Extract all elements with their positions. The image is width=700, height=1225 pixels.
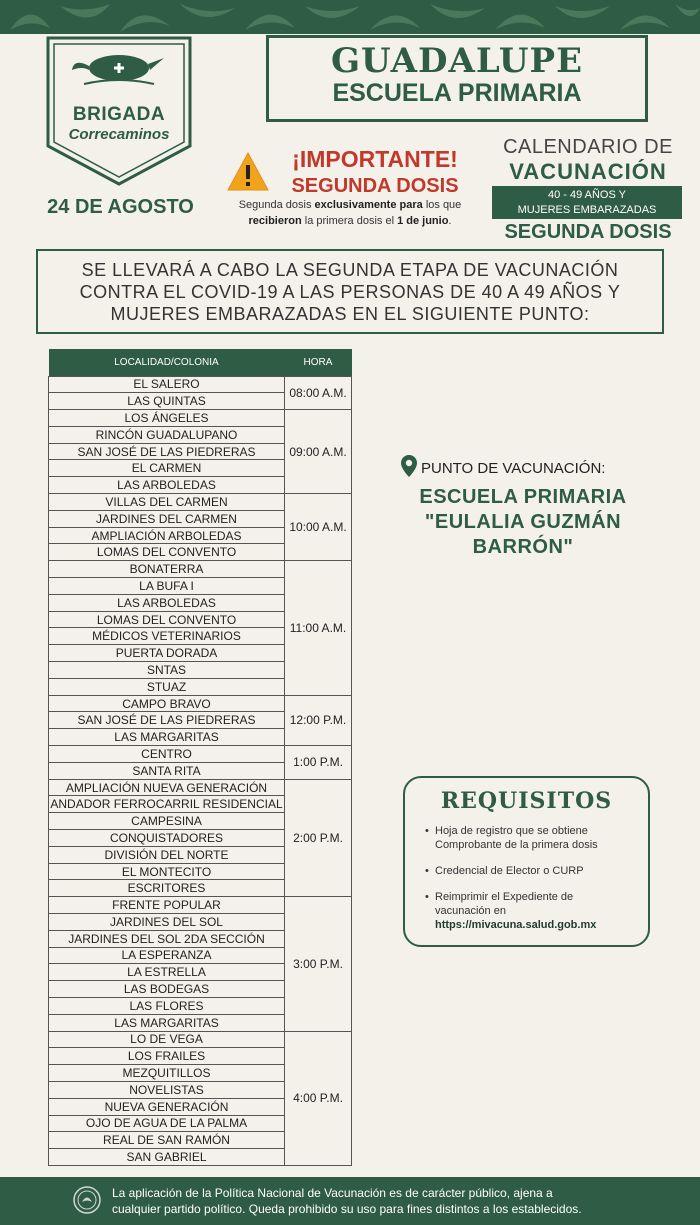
locality-cell: NUEVA GENERACIÓN	[49, 1098, 285, 1115]
locality-cell: STUAZ	[49, 678, 285, 695]
locality-cell: SAN JOSÉ DE LAS PIEDRERAS	[49, 712, 285, 729]
locality-cell: SANTA RITA	[49, 762, 285, 779]
locality-cell: EL CARMEN	[49, 460, 285, 477]
locality-cell: EL MONTECITO	[49, 863, 285, 880]
footer-line: cualquier partido político. Queda prohibido su uso para fines distintos a los establecidos.	[112, 1202, 582, 1216]
calendar-line-1: CALENDARIO DE	[503, 136, 673, 158]
locality-cell: LAS BODEGAS	[49, 981, 285, 998]
time-cell: 09:00 A.M.	[285, 410, 352, 494]
important-subtitle: SEGUNDA DOSIS	[291, 175, 459, 197]
requirements-title: REQUISITOS	[440, 788, 613, 814]
time-cell: 2:00 P.M.	[285, 779, 352, 897]
locality-cell: LA ESPERANZA	[49, 947, 285, 964]
location-line: "EULALIA GUZMÁN	[424, 511, 622, 533]
locality-cell: OJO DE AGUA DE LA PALMA	[49, 1115, 285, 1132]
locality-cell: LO DE VEGA	[49, 1031, 285, 1048]
requirements-box	[403, 776, 650, 947]
table-row	[49, 410, 352, 427]
locality-cell: EL SALERO	[49, 376, 285, 393]
locality-cell: SAN JOSÉ DE LAS PIEDRERAS	[49, 443, 285, 460]
brand-title: BRIGADA	[72, 104, 166, 125]
locality-cell: LOS FRAILES	[49, 1048, 285, 1065]
time-cell: 4:00 P.M.	[285, 1031, 352, 1165]
time-cell: 12:00 P.M.	[285, 695, 352, 745]
table-row	[49, 494, 352, 511]
table-row	[49, 1031, 352, 1048]
brand-subtitle: Correcaminos	[68, 126, 170, 143]
locality-cell: PUERTA DORADA	[49, 645, 285, 662]
calendar-line-2: VACUNACIÓN	[509, 159, 667, 184]
list-item: • Credencial de Elector o CURP	[425, 864, 640, 878]
locality-cell: LOMAS DEL CONVENTO	[49, 544, 285, 561]
time-cell: 1:00 P.M.	[285, 746, 352, 780]
locality-cell: AMPLIACIÓN ARBOLEDAS	[49, 527, 285, 544]
locality-cell: JARDINES DEL SOL 2DA SECCIÓN	[49, 930, 285, 947]
footer-disclaimer	[112, 1185, 672, 1217]
locality-cell: CAMPO BRAVO	[49, 695, 285, 712]
locality-cell: MEZQUITILLOS	[49, 1065, 285, 1082]
map-pin-icon	[400, 454, 418, 478]
time-cell: 10:00 A.M.	[285, 494, 352, 561]
locality-cell: LAS MARGARITAS	[49, 1014, 285, 1031]
table-row	[49, 561, 352, 578]
locality-cell: LAS ARBOLEDAS	[49, 594, 285, 611]
important-note: Segunda dosis exclusivamente para los que recibieron la primera dosis el 1 de junio.	[238, 199, 462, 227]
location-name	[396, 485, 650, 560]
locality-cell: LA ESTRELLA	[49, 964, 285, 981]
event-date: 24 DE AGOSTO	[47, 196, 194, 218]
table-body	[49, 376, 352, 1165]
table-row	[49, 746, 352, 763]
important-title: ¡IMPORTANTE!	[292, 146, 458, 172]
location-label: PUNTO DE VACUNACIÓN:	[421, 460, 606, 477]
footer-line: La aplicación de la Política Nacional de Vacunación es de carácter público, ajena a	[112, 1186, 553, 1200]
locality-cell: BONATERRA	[49, 561, 285, 578]
warning-icon	[226, 150, 270, 194]
locality-cell: JARDINES DEL CARMEN	[49, 510, 285, 527]
locality-cell: DIVISIÓN DEL NORTE	[49, 846, 285, 863]
time-cell: 11:00 A.M.	[285, 561, 352, 695]
table-row	[49, 376, 352, 393]
locality-cell: RINCÓN GUADALUPANO	[49, 426, 285, 443]
time-cell: 08:00 A.M.	[285, 376, 352, 410]
locality-cell: CENTRO	[49, 746, 285, 763]
locality-cell: SNTAS	[49, 662, 285, 679]
locality-cell: ESCRITORES	[49, 880, 285, 897]
location-line: ESCUELA PRIMARIA	[419, 486, 627, 508]
locality-cell: VILLAS DEL CARMEN	[49, 494, 285, 511]
leaf-pattern	[0, 0, 700, 34]
locality-cell: LOMAS DEL CONVENTO	[49, 611, 285, 628]
locality-cell: LAS MARGARITAS	[49, 729, 285, 746]
locality-cell: ANDADOR FERROCARRIL RESIDENCIAL	[50, 797, 283, 812]
list-item: • Hoja de registro que se obtiene Comprobante de la primera dosis	[425, 824, 640, 852]
requirements-list	[425, 824, 640, 942]
locality-cell: MÉDICOS VETERINARIOS	[49, 628, 285, 645]
locality-cell: LAS ARBOLEDAS	[49, 477, 285, 494]
top-decorative-band	[0, 0, 700, 34]
locality-cell: CONQUISTADORES	[49, 830, 285, 847]
vaccine-url-link[interactable]: https://mivacuna.salud.gob.mx	[435, 919, 597, 931]
locality-cell: AMPLIACIÓN NUEVA GENERACIÓN	[49, 779, 285, 796]
footer	[0, 1177, 700, 1225]
government-seal-icon	[72, 1185, 102, 1215]
announcement-box	[36, 249, 664, 334]
table-row	[49, 779, 352, 796]
age-group-line-2: MUJERES EMBARAZADAS	[517, 204, 657, 216]
page-title: GUADALUPE	[330, 41, 584, 81]
page-subtitle: ESCUELA PRIMARIA	[332, 79, 582, 107]
locality-cell: LOS ÁNGELES	[49, 410, 285, 427]
schedule-table	[48, 349, 352, 1166]
locality-cell: FRENTE POPULAR	[49, 897, 285, 914]
locality-cell: REAL DE SAN RAMÓN	[49, 1132, 285, 1149]
calendar-line-3: SEGUNDA DOSIS	[504, 221, 672, 243]
table-header-row	[49, 349, 352, 376]
title-box	[266, 35, 648, 122]
time-header: HORA	[285, 349, 352, 376]
locality-cell: NOVELISTAS	[49, 1081, 285, 1098]
table-row	[49, 695, 352, 712]
locality-header: LOCALIDAD/COLONIA	[49, 349, 285, 376]
announcement-line: SE LLEVARÁ A CABO LA SEGUNDA ETAPA DE VACUNACIÓN	[81, 260, 619, 280]
table-row	[49, 897, 352, 914]
list-item: • Reimprimir el Expediente de vacunación en https://mivacuna.salud.gob.mx	[425, 890, 640, 932]
locality-cell: SAN GABRIEL	[49, 1149, 285, 1166]
location-line: BARRÓN"	[472, 536, 574, 558]
locality-cell: LAS QUINTAS	[49, 393, 285, 410]
announcement-line: CONTRA EL COVID-19 A LAS PERSONAS DE 40 A 49 AÑOS Y	[79, 282, 621, 302]
locality-cell: LAS FLORES	[49, 997, 285, 1014]
age-group-line-1: 40 - 49 AÑOS Y	[547, 189, 627, 201]
announcement-line: MUJERES EMBARAZADAS EN EL SIGUIENTE PUNTO:	[110, 304, 590, 324]
locality-cell: JARDINES DEL SOL	[49, 914, 285, 931]
locality-cell: CAMPESINA	[49, 813, 285, 830]
age-group-box	[492, 186, 682, 219]
locality-cell: LA BUFA I	[49, 578, 285, 595]
time-cell: 3:00 P.M.	[285, 897, 352, 1031]
